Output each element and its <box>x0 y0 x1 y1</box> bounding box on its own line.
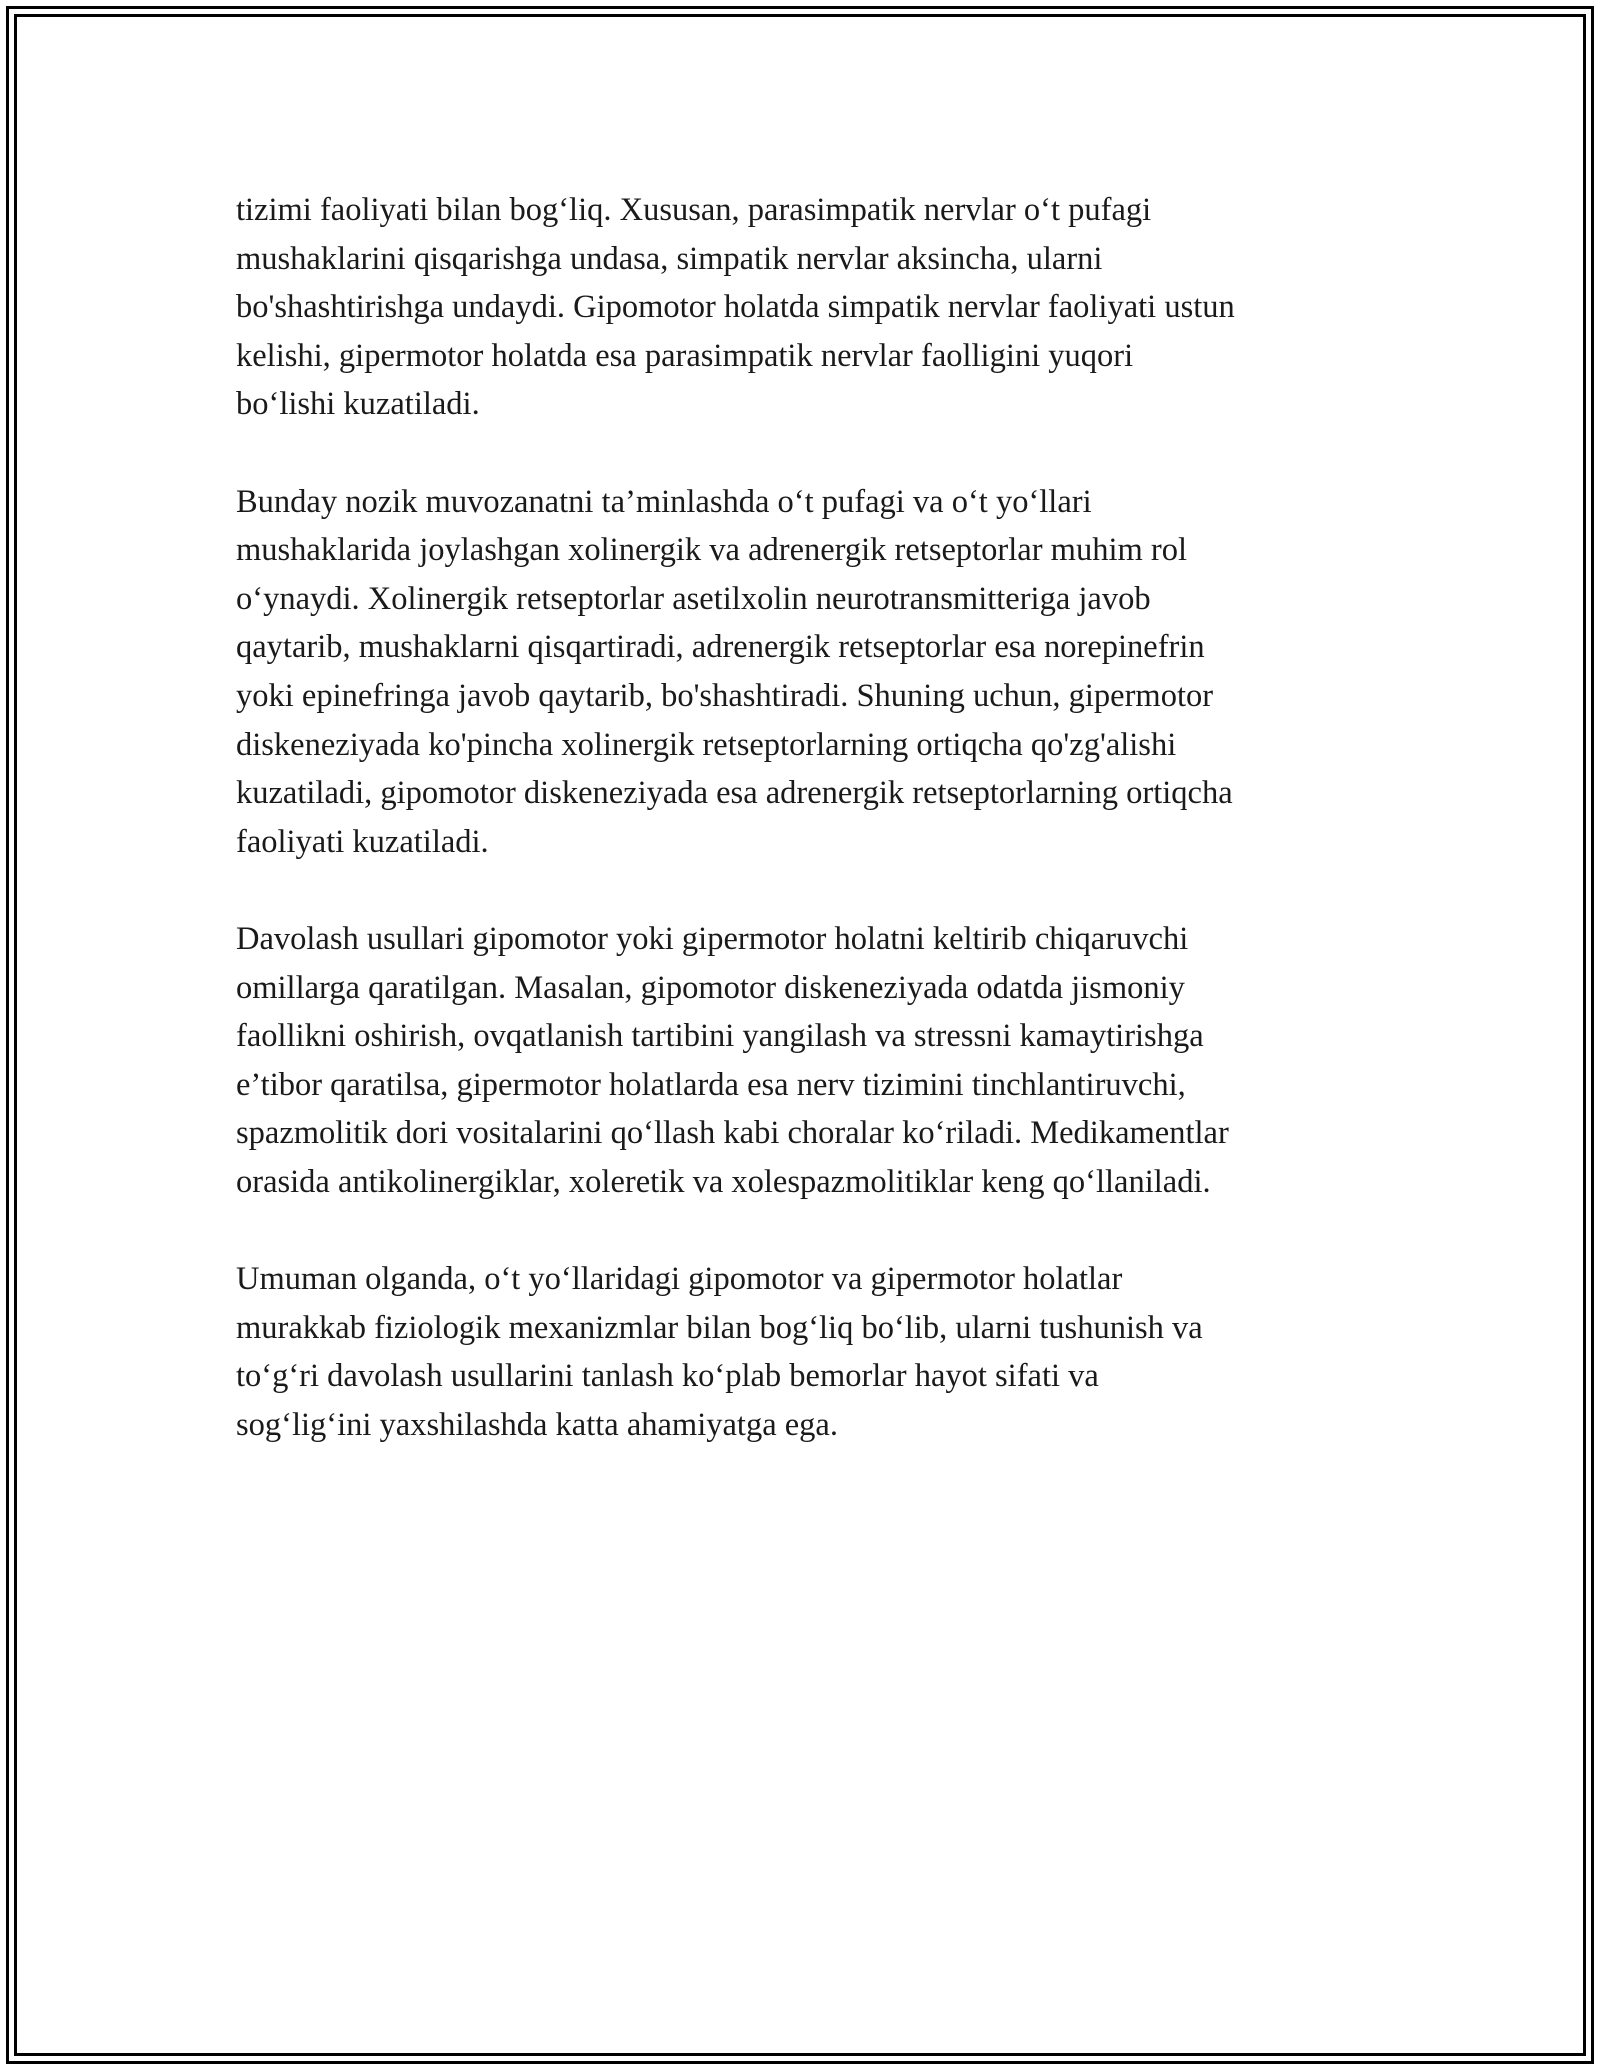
text-line: murakkab fiziologik mexanizmlar bilan bog‘liq bo‘lib, ularni tushunish va <box>236 1309 1203 1346</box>
text-line: Davolash usullari gipomotor yoki gipermotor holatni keltirib chiqaruvchi <box>236 920 1189 957</box>
text-line: orasida antikolinergiklar, xoleretik va xolespazmolitiklar keng qo‘llaniladi. <box>236 1163 1211 1200</box>
text-line: Bunday nozik muvozanatni ta’minlashda o‘t pufagi va o‘t yo‘llari <box>236 483 1092 520</box>
text-line: spazmolitik dori vositalarini qo‘llash kabi choralar ko‘riladi. Medikamentlar <box>236 1115 1229 1152</box>
paragraph-3 <box>236 915 1386 1207</box>
text-line: to‘g‘ri davolash usullarini tanlash ko‘plab bemorlar hayot sifati va <box>236 1358 1099 1395</box>
text-line: qaytarib, mushaklarni qisqartiradi, adrenergik retseptorlar esa norepinefrin <box>236 629 1205 666</box>
text-line: faoliyati kuzatiladi. <box>236 823 489 860</box>
text-line: omillarga qaratilgan. Masalan, gipomotor diskeneziyada odatda jismoniy <box>236 969 1185 1006</box>
text-line: mushaklarida joylashgan xolinergik va adrenergik retseptorlar muhim rol <box>236 532 1187 569</box>
text-line: e’tibor qaratilsa, gipermotor holatlarda esa nerv tizimini tinchlantiruvchi, <box>236 1066 1186 1103</box>
text-line: o‘ynaydi. Xolinergik retseptorlar asetilxolin neurotransmitteriga javob <box>236 580 1151 617</box>
paragraph-4 <box>236 1255 1386 1449</box>
text-line: faollikni oshirish, ovqatlanish tartibini yangilash va stressni kamaytirishga <box>236 1018 1204 1055</box>
paragraph-1 <box>236 186 1386 429</box>
text-line: sog‘lig‘ini yaxshilashda katta ahamiyatga ega. <box>236 1406 838 1443</box>
text-line: yoki epinefringa javob qaytarib, bo'shashtiradi. Shuning uchun, gipermotor <box>236 677 1214 714</box>
text-line: bo‘lishi kuzatiladi. <box>236 386 480 423</box>
text-line: mushaklarini qisqarishga undasa, simpatik nervlar aksincha, ularni <box>236 240 1103 277</box>
text-line: bo'shashtirishga undaydi. Gipomotor holatda simpatik nervlar faoliyati ustun <box>236 289 1235 326</box>
text-line: diskeneziyada ko'pincha xolinergik retseptorlarning ortiqcha qo'zg'alishi <box>236 726 1177 763</box>
text-line: kuzatiladi, gipomotor diskeneziyada esa adrenergik retseptorlarning ortiqcha <box>236 775 1233 812</box>
text-line: kelishi, gipermotor holatda esa parasimpatik nervlar faolligini yuqori <box>236 337 1134 374</box>
paragraph-2 <box>236 478 1386 867</box>
document-body <box>236 186 1386 1498</box>
text-line: Umuman olganda, o‘t yo‘llaridagi gipomotor va gipermotor holatlar <box>236 1261 1123 1298</box>
text-line: tizimi faoliyati bilan bog‘liq. Xususan, parasimpatik nervlar o‘t pufagi <box>236 192 1152 228</box>
